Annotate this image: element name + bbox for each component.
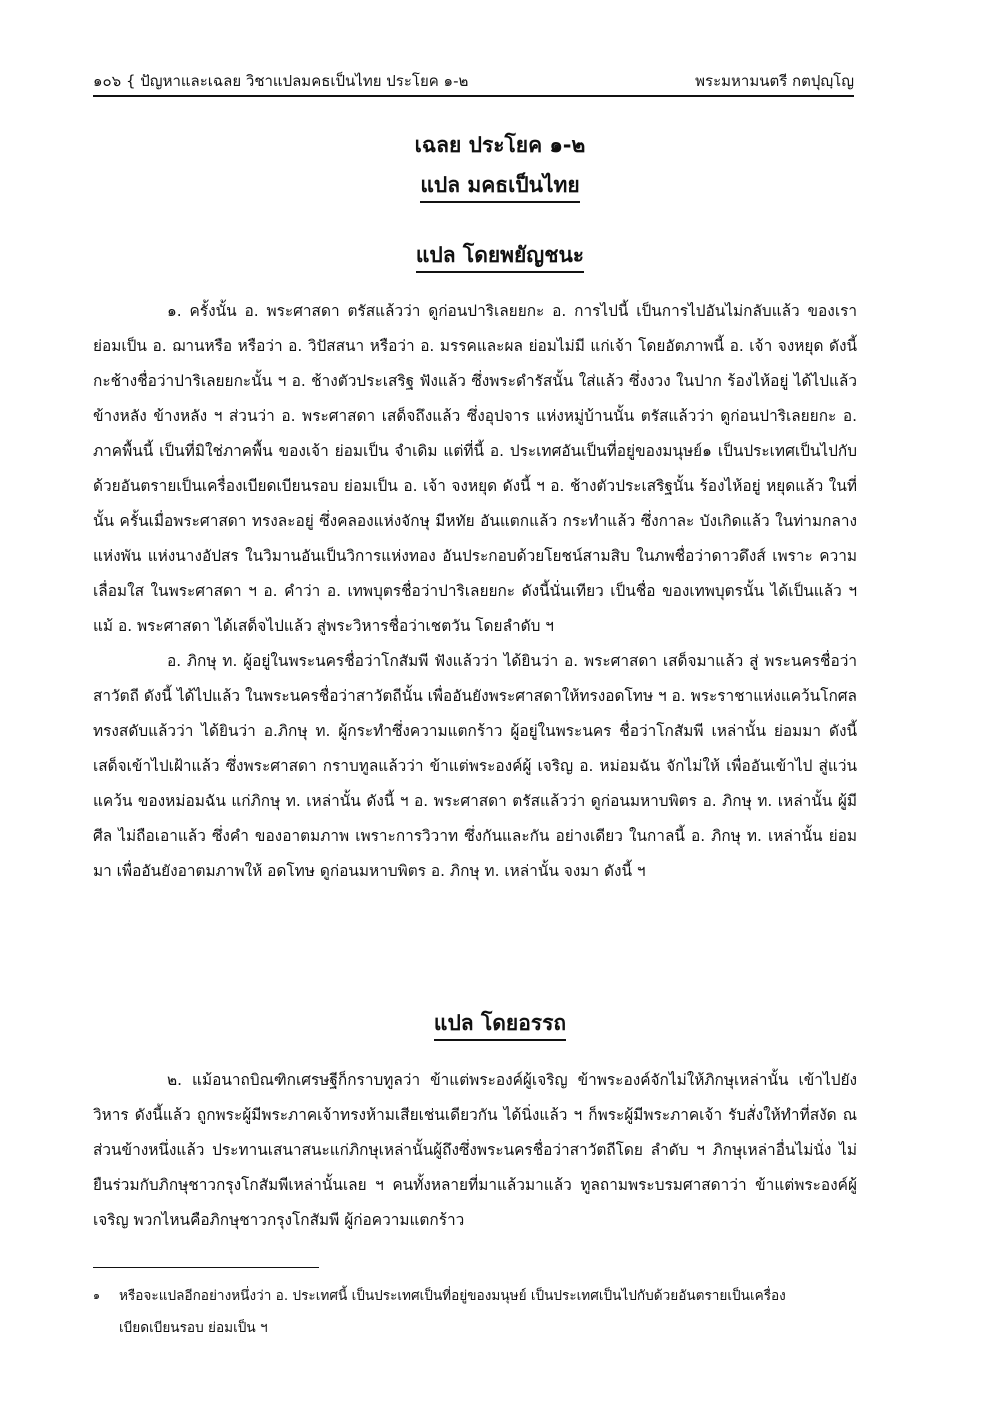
- subtitle: [0, 170, 1000, 203]
- footnote-mark: ๑: [93, 1289, 100, 1302]
- section-heading-literal: [0, 240, 1000, 273]
- header-right: พระมหามนตรี กตปุญฺโญ: [695, 72, 854, 90]
- section-heading-meaning-text: แปล โดยอรรถ: [434, 1008, 566, 1041]
- section-heading-literal-text: แปล โดยพยัญชนะ: [416, 240, 584, 273]
- main-title-text: เฉลย ประโยค ๑-๒: [414, 133, 586, 157]
- subtitle-text: แปล มคธเป็นไทย: [420, 170, 579, 203]
- paragraph: อ. ภิกษุ ท. ผู้อยู่ในพระนครชื่อว่าโกสัมพี ฟังแล้วว่า ได้ยินว่า อ. พระศาสดา เสด็จมาแล้ว สู่ พระนครชื่อว่าสาวัตถี ดังนี้ ได้ไปแล้ว ในพระนครชื่อว่าสาวัตถีนั้น เพื่ออันยังพระศาสดาให้ทรงอดโทษ ฯ อ. พระราชาแห่งแคว้นโกศล ทรงสดับแล้วว่า ได้ยินว่า อ.ภิกษุ ท. ผู้กระทำซึ่งความแตกร้าว ผู้อยู่ในพระนคร ชื่อว่าโกสัมพี เหล่านั้น ย่อมมา ดังนี้ เสด็จเข้าไปเฝ้าแล้ว ซึ่งพระศาสดา กราบทูลแล้วว่า ข้าแต่พระองค์ผู้ เจริญ อ. หม่อมฉัน จักไม่ให้ เพื่ออันเข้าไป สู่แว่นแคว้น ของหม่อมฉัน แก่ภิกษุ ท. เหล่านั้น ดังนี้ ฯ อ. พระศาสดา ตรัสแล้วว่า ดูก่อนมหาบพิตร อ. ภิกษุ ท. เหล่านั้น ผู้มีศีล ไม่ถือเอาแล้ว ซึ่งคำ ของอาตมภาพ เพราะการวิวาท ซึ่งกันและกัน อย่างเดียว ในกาลนี้ อ. ภิกษุ ท. เหล่านั้น ย่อมมา เพื่ออันยังอาตมภาพให้ อดโทษ ดูก่อนมหาบพิตร อ. ภิกษุ ท. เหล่านั้น จงมา ดังนี้ ฯ: [93, 652, 857, 880]
- footnote: [93, 1280, 857, 1344]
- paragraph: ๒. แม้อนาถบิณฑิกเศรษฐีก็กราบทูลว่า ข้าแต่พระองค์ผู้เจริญ ข้าพระองค์จักไม่ให้ภิกษุเหล่านั้น เข้าไปยังวิหาร ดังนี้แล้ว ถูกพระผู้มีพระภาคเจ้าทรงห้ามเสียเช่นเดียวกัน ได้นิ่งแล้ว ฯ ก็พระผู้มีพระภาคเจ้า รับสั่งให้ทำที่สงัด ณ ส่วนข้างหนึ่งแล้ว ประทานเสนาสนะแก่ภิกษุเหล่านั้นผู้ถึงซึ่งพระนครชื่อว่าสาวัตถีโดย ลำดับ ฯ ภิกษุเหล่าอื่นไม่นั่ง ไม่ยืนร่วมกับภิกษุชาวกรุงโกสัมพีเหล่านั้นเลย ฯ คนทั้งหลายที่มาแล้วมาแล้ว ทูลถามพระบรมศาสดาว่า ข้าแต่พระองค์ผู้เจริญ พวกไหนคือภิกษุชาวกรุงโกสัมพี ผู้ก่อความแตกร้าว: [93, 1071, 857, 1229]
- footnote-text-1: หรือจะแปลอีกอย่างหนึ่งว่า อ. ประเทศนี้ เป็นประเทศเป็นที่อยู่ของมนุษย์ เป็นประเทศเป็นไปกับด้วยอันตรายเป็นเครื่อง: [119, 1288, 786, 1304]
- section-meaning-body: [93, 1063, 857, 1238]
- paragraph: ๑. ครั้งนั้น อ. พระศาสดา ตรัสแล้วว่า ดูก่อนปาริเลยยกะ อ. การไปนี้ เป็นการไปอันไม่กลับแล้ว ของเรา ย่อมเป็น อ. ฌานหรือ หรือว่า อ. วิปัสสนา หรือว่า อ. มรรคและผล ย่อมไม่มี แก่เจ้า โดยอัตภาพนี้ อ. เจ้า จงหยุด ดังนี้ กะช้างชื่อว่าปาริเลยยกะนั้น ฯ อ. ช้างตัวประเสริฐ ฟังแล้ว ซึ่งพระดำรัสนั้น ใส่แล้ว ซึ่งงวง ในปาก ร้องไห้อยู่ ได้ไปแล้ว ข้างหลัง ข้างหลัง ฯ ส่วนว่า อ. พระศาสดา เสด็จถึงแล้ว ซึ่งอุปจาร แห่งหมู่บ้านนั้น ตรัสแล้วว่า ดูก่อนปาริเลยยกะ อ. ภาคพื้นนี้ เป็นที่มิใช่ภาคพื้น ของเจ้า ย่อมเป็น จำเดิม แต่ที่นี้ อ. ประเทศอันเป็นที่อยู่ของมนุษย์๑ เป็นประเทศเป็นไปกับด้วยอันตรายเป็นเครื่องเบียดเบียนรอบ ย่อมเป็น อ. เจ้า จงหยุด ดังนี้ ฯ อ. ช้างตัวประเสริฐนั้น ร้องไห้อยู่ หยุดแล้ว ในที่นั้น ครั้นเมื่อพระศาสดา ทรงละอยู่ ซึ่งคลองแห่งจักษุ มีหทัย อันแตกแล้ว กระทำแล้ว ซึ่งกาละ บังเกิดแล้ว ในท่ามกลางแห่งพัน แห่งนางอัปสร ในวิมานอันเป็นวิการแห่งทอง อันประกอบด้วยโยชน์สามสิบ ในภพชื่อว่าดาวดึงส์ เพราะ ความเลื่อมใส ในพระศาสดา ฯ อ. คำว่า อ. เทพบุตรชื่อว่าปาริเลยยกะ ดังนี้นั่นเทียว เป็นชื่อ ของเทพบุตรนั้น ได้เป็นแล้ว ฯ แม้ อ. พระศาสดา ได้เสด็จไปแล้ว สู่พระวิหารชื่อว่าเชตวัน โดยลำดับ ฯ: [93, 302, 857, 635]
- section-literal-body: [93, 294, 857, 889]
- header-left: ๑๐๖ { ปัญหาและเฉลย วิชาแปลมคธเป็นไทย ประโยค ๑-๒: [93, 72, 469, 90]
- footnote-divider: [93, 1267, 319, 1268]
- footnote-line-1: [93, 1280, 857, 1312]
- section-heading-meaning: [0, 1008, 1000, 1041]
- main-title: [0, 130, 1000, 161]
- footnote-line-2: เบียดเบียนรอบ ย่อมเป็น ฯ: [119, 1320, 268, 1336]
- running-header: [93, 64, 854, 97]
